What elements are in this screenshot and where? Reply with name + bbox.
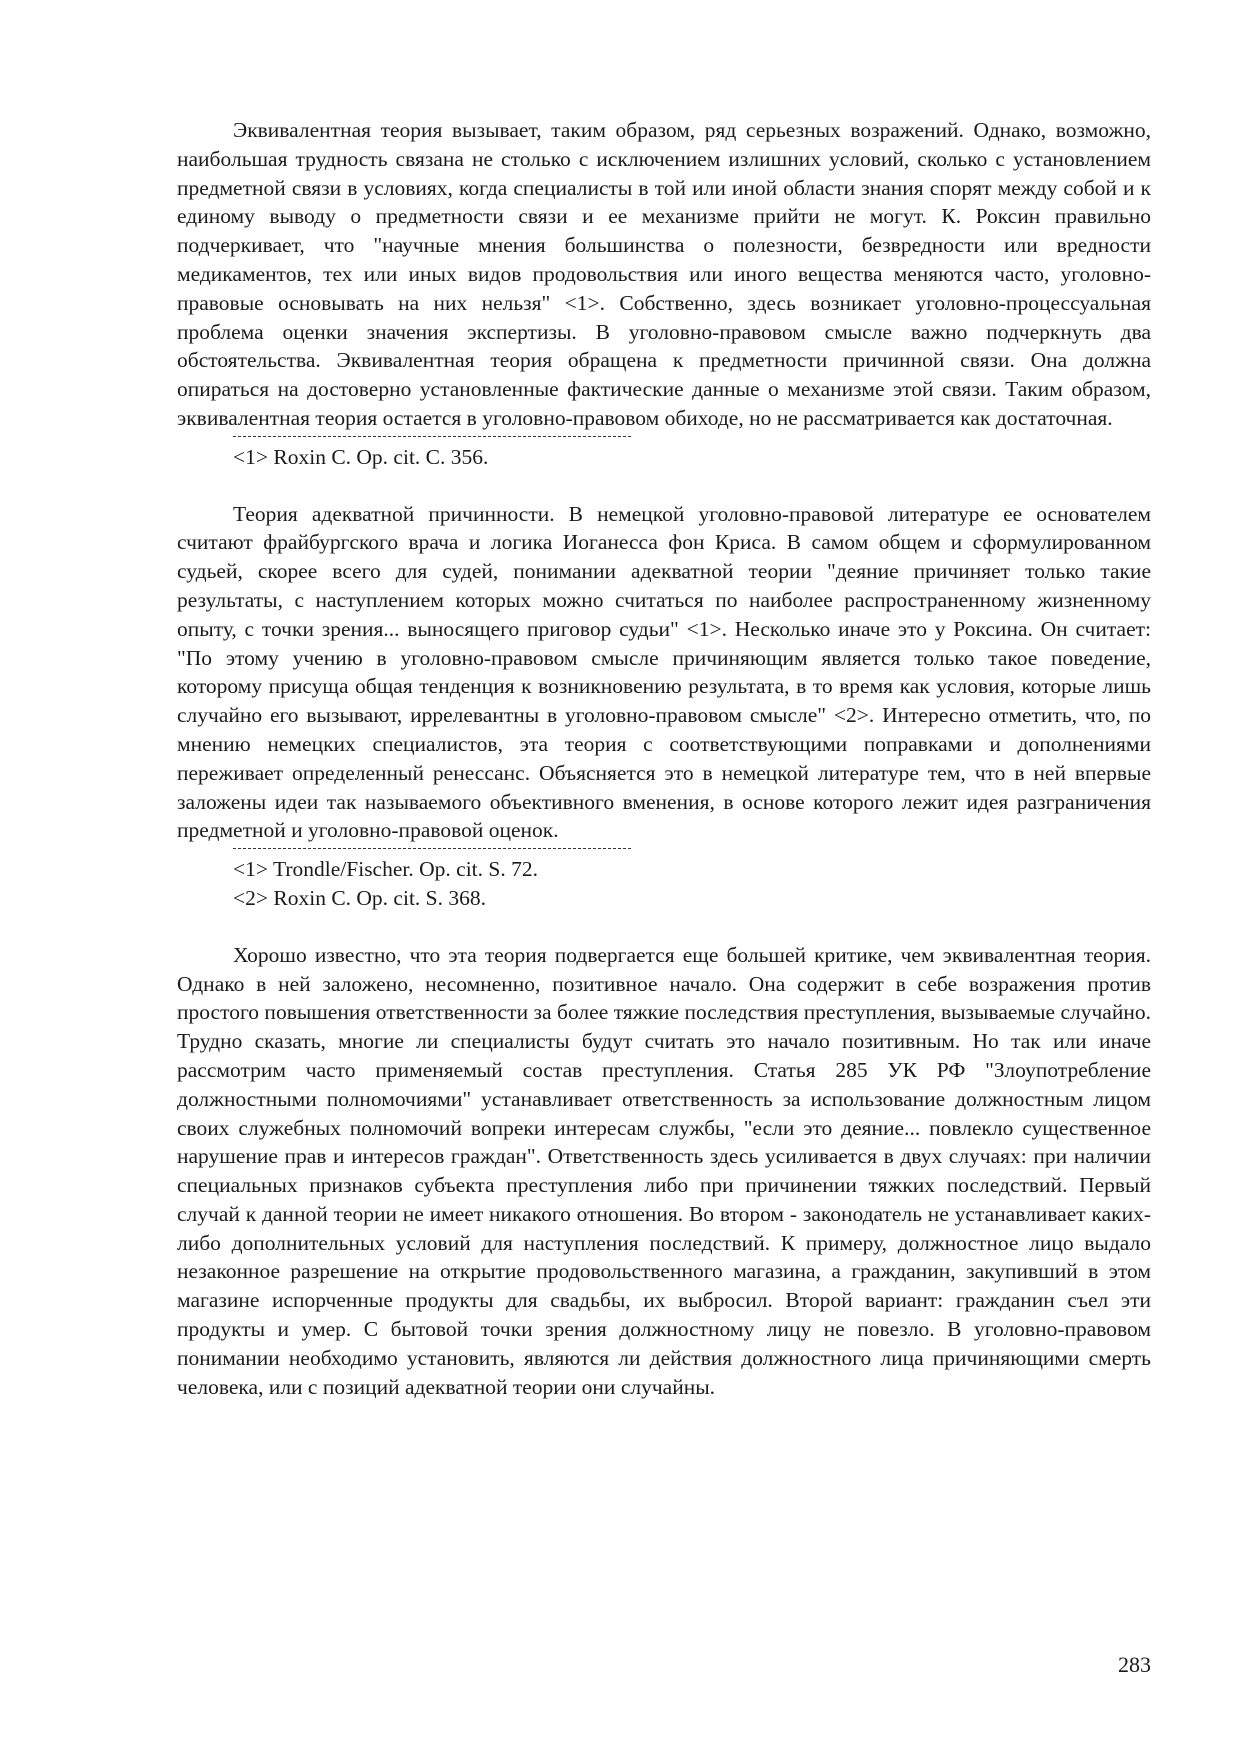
footnote-separator [233,848,631,849]
section-adequate-causation [177,500,1151,913]
footnote: <1> Trondle/Fischer. Op. cit. S. 72. [233,857,538,882]
page-number: 283 [1118,1652,1151,1677]
footnote: <1> Roxin C. Op. cit. C. 356. [233,444,489,469]
paragraph: Эквивалентная теория вызывает, таким образом, ряд серьезных возражений. Однако, возможно, наибольшая трудность связана не столько с исключением излишних условий, сколько с установлением предметной связи в условиях, когда специалисты в той или иной области знания спорят между собой и к единому выводу о предметности связи и ее механизме прийти не могут. К. Роксин правильно подчеркивает, что "научные мнения большинства о полезности, безвредности или вредности медикаментов, тех или иных видов продовольствия или иного вещества меняются часто, уголовно-правовые основывать на них нельзя" <1>. Собственно, здесь возникает уголовно-процессуальная проблема оценки значения экспертизы. В уголовно-правовом смысле важно подчеркнуть два обстоятельства. Эквивалентная теория обращена к предметности причинной связи. Она должна опираться на достоверно установленные фактические данные о механизме этой связи. Таким образом, эквивалентная теория остается в уголовно-правовом обиходе, но не рассматривается как достаточная. [177,118,1151,430]
footnote: <2> Roxin C. Op. cit. S. 368. [233,885,487,910]
footnote-separator [233,436,631,437]
spacer [177,913,1151,941]
section-equivalence-theory [177,116,1151,472]
section-criticism-article-285 [177,941,1151,1402]
paragraph: Теория адекватной причинности. В немецкой уголовно-правовой литературе ее основателем считают фрайбургского врача и логика Иоганесса фон Криса. В самом общем и сформулированном судьей, скорее всего для судей, понимании адекватной теории "деяние причиняет только такие результаты, с наступлением которых можно считаться по наиболее распространенному жизненному опыту, с точки зрения... выносящего приговор судьи" <1>. Несколько иначе это у Роксина. Он считает: "По этому учению в уголовно-правовом смысле причиняющим является только такое поведение, которому присуща общая тенденция к возникновению результата, в то время как условия, которые лишь случайно его вызывают, иррелевантны в уголовно-правовом смысле" <2>. Интересно отметить, что, по мнению немецких специалистов, эта теория с соответствующими поправками и дополнениями переживает определенный ренессанс. Объясняется это в немецкой литературе тем, что в ней впервые заложены идеи так называемого объективного вменения, в основе которого лежит идея разграничения предметной и уголовно-правовой оценок. [177,501,1151,843]
spacer [177,472,1151,500]
paragraph: Хорошо известно, что эта теория подвергается еще большей критике, чем эквивалентная теория. Однако в ней заложено, несомненно, позитивное начало. Она содержит в себе возражения против простого повышения ответственности за более тяжкие последствия преступления, вызываемые случайно. Трудно сказать, многие ли специалисты будут считать это начало позитивным. Но так или иначе рассмотрим часто применяемый состав преступления. Статья 285 УК РФ "Злоупотребление должностными полномочиями" устанавливает ответственность за использование должностным лицом своих служебных полномочий вопреки интересам службы, "если это деяние... повлекло существенное нарушение прав и интересов граждан". Ответственность здесь усиливается в двух случаях: при наличии специальных признаков субъекта преступления либо при причинении тяжких последствий. Первый случай к данной теории не имеет никакого отношения. Во втором - законодатель не устанавливает каких-либо дополнительных условий для наступления последствий. К примеру, должностное лицо выдало незаконное разрешение на открытие продовольственного магазина, а гражданин, закупивший в этом магазине испорченные продукты для свадьбы, их выбросил. Второй вариант: гражданин съел эти продукты и умер. С бытовой точки зрения должностному лицу не повезло. В уголовно-правовом понимании необходимо установить, являются ли действия должностного лица причиняющими смерть человека, или с позиций адекватной теории они случайны. [177,942,1151,1399]
footnotes [233,443,1151,472]
page-body [177,116,1151,1401]
footnotes [233,855,1151,913]
